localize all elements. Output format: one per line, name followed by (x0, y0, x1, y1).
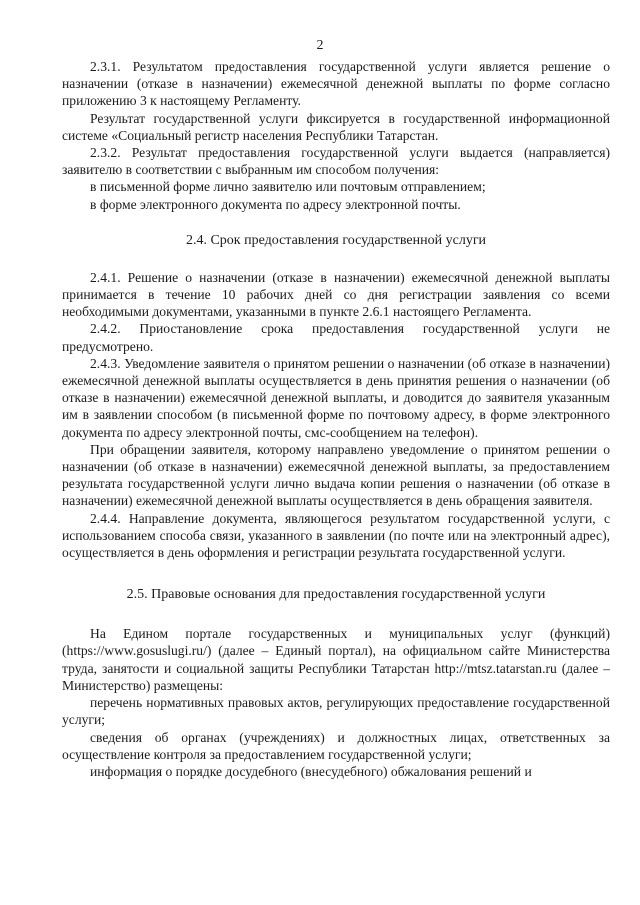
paragraph-control-officials: сведения об органах (учреждениях) и должностных лицах, ответственных за осуществление контроля за предоставлением государственной услуги; (62, 729, 610, 762)
paragraph-2-3-1: 2.3.1. Результатом предоставления государственной услуги является решение о назначении (отказе в назначении) ежемесячной денежной выплаты по форме согласно приложению 3 к настоящему Регламенту. (62, 59, 610, 109)
paragraph-2-4-1: 2.4.1. Решение о назначении (отказе в назначении) ежемесячной денежной выплаты принимается в течение 10 рабочих дней со дня регистрации заявления со всеми необходимыми документами, указанными в пункте 2.6.1 настоящего Регламента. (62, 269, 610, 320)
paragraph-2-4-4: 2.4.4. Направление документа, являющегося результатом государственной услуги, с использованием способа связи, указанного в заявлении (по почте или на электронный адрес), осуществляется в день оформления и регистрации результата государственной услуги. (62, 510, 610, 561)
section-heading-2-5: 2.5. Правовые основания для предоставления государственной услуги (126, 587, 546, 603)
paragraph-result-fixation: Результат государственной услуги фиксируется в государственной информационной системе «Социальный регистр населения Республики Татарстан. (62, 110, 610, 143)
paragraph-appeal-procedure: информация о порядке досудебного (внесудебного) обжалования решений и (90, 763, 532, 779)
paragraph-2-3-2: 2.3.2. Результат предоставления государственной услуги выдается (направляется) заявителю в соответствии с выбранным им способом получения: (62, 145, 610, 178)
page-number: 2 (316, 38, 324, 53)
paragraph-electronic-form: в форме электронного документа по адресу электронной почты. (90, 196, 461, 212)
document-body (62, 58, 610, 780)
paragraph-applicant-visit: При обращении заявителя, которому направлено уведомление о принятом решении о назначении (об отказе в назначении) ежемесячной денежной выплаты, за предоставлением результата государственной услуги лично выдача копии решения о назначении (об отказе в назначении) ежемесячной денежной выплаты осуществляется в день обращения заявителя. (62, 441, 610, 509)
paragraph-written-form: в письменной форме лично заявителю или почтовым отправлением; (90, 179, 486, 195)
paragraph-legal-acts-list: перечень нормативных правовых актов, регулирующих предоставление государственной услуги; (62, 695, 610, 728)
paragraph-2-4-3: 2.4.3. Уведомление заявителя о принятом решении о назначении (об отказе в назначении) ежемесячной денежной выплаты осуществляется в день принятия решения о назначении (об отказе в назначении) ежемесячной денежной выплаты, и доводится до заявителя указанным им в заявлении способом (в письменной форме по почтовому адресу, в форме электронного документа по адресу электронной почты, смс-сообщением на телефон). (62, 355, 610, 440)
section-heading-2-4: 2.4. Срок предоставления государственной услуги (185, 232, 487, 248)
paragraph-unified-portal: На Едином портале государственных и муниципальных услуг (функций) (https://www.gosuslugi.ru/) (далее – Единый портал), на официальном сайте Министерства труда, занятости и социальной защиты Республики Татарстан http://mtsz.tatarstan.ru (далее – Министерство) размещены: (62, 626, 610, 693)
paragraph-2-4-2: 2.4.2. Приостановление срока предоставления государственной услуги не предусмотрено. (62, 321, 610, 354)
